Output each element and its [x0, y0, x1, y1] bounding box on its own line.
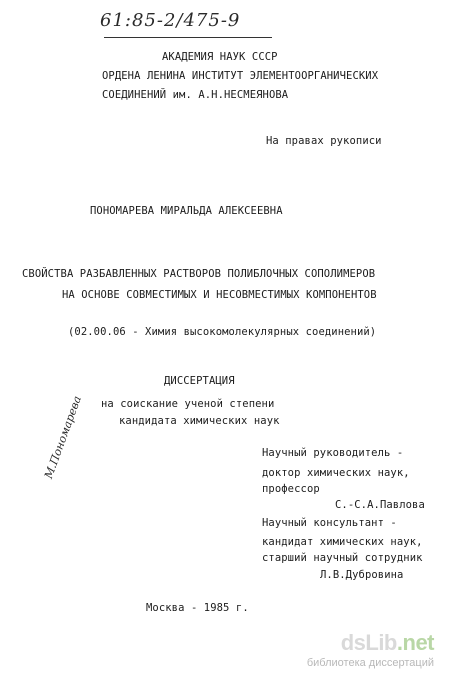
- place-and-year: Москва - 1985 г.: [146, 602, 249, 614]
- archive-number: 61:85-2/475-9: [100, 10, 241, 31]
- dslib-logo: [341, 630, 434, 656]
- institute-name-line1: ОРДЕНА ЛЕНИНА ИНСТИТУТ ЭЛЕМЕНТООРГАНИЧЕСКИХ: [102, 70, 379, 82]
- supervisor-heading: Научный руководитель -: [262, 447, 404, 459]
- thesis-title-line1: СВОЙСТВА РАЗБАВЛЕННЫХ РАСТВОРОВ ПОЛИБЛОЧНЫХ СОПОЛИМЕРОВ: [22, 268, 376, 280]
- supervisor-name: С.-С.А.Павлова: [335, 499, 425, 511]
- consultant-name: Л.В.Дубровина: [320, 569, 404, 581]
- degree-line1: на соискание ученой степени: [101, 398, 275, 410]
- thesis-title-line2: НА ОСНОВЕ СОВМЕСТИМЫХ И НЕСОВМЕСТИМЫХ КОМПОНЕНТОВ: [62, 289, 377, 301]
- consultant-title: старший научный сотрудник: [262, 552, 423, 564]
- supervisor-degree: доктор химических наук,: [262, 467, 410, 479]
- supervisor-title: профессор: [262, 483, 320, 495]
- author-name: ПОНОМАРЕВА МИРАЛЬДА АЛЕКСЕЕВНА: [90, 205, 283, 217]
- consultant-heading: Научный консультант -: [262, 517, 397, 529]
- consultant-degree: кандидат химических наук,: [262, 536, 423, 548]
- manuscript-note: На правах рукописи: [266, 135, 382, 147]
- logo-main: dsLib: [340, 630, 397, 655]
- degree-line2: кандидата химических наук: [119, 415, 280, 427]
- academy-name: АКАДЕМИЯ НАУК СССР: [162, 51, 278, 63]
- work-type: ДИССЕРТАЦИЯ: [164, 375, 235, 387]
- handwritten-signature: М.Пономарева: [42, 394, 84, 481]
- archive-underline: [104, 37, 272, 38]
- logo-tld: net: [402, 630, 434, 655]
- logo-dot: .: [396, 630, 403, 655]
- watermark-caption: библиотека диссертаций: [306, 657, 434, 669]
- specialty-code: (02.00.06 - Химия высокомолекулярных соединений): [68, 326, 377, 338]
- institute-name-line2: СОЕДИНЕНИЙ им. А.Н.НЕСМЕЯНОВА: [102, 89, 289, 101]
